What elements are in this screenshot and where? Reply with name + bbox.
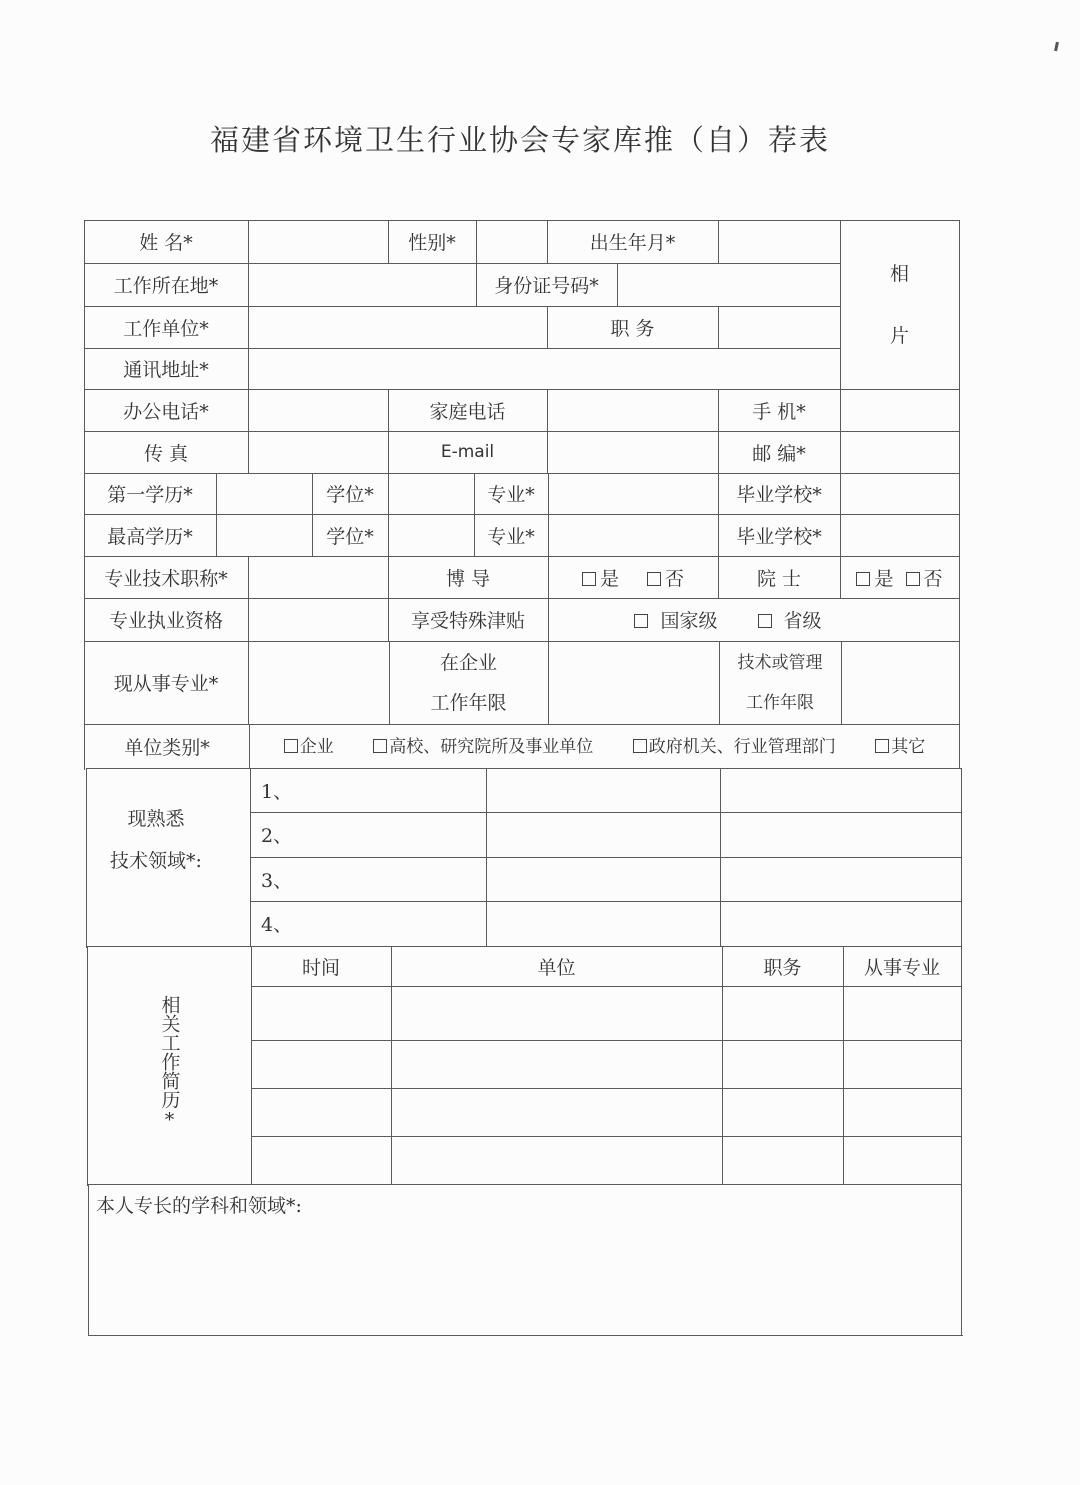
id-field[interactable] [618, 264, 839, 305]
highest-major-label: 专业* [487, 525, 535, 548]
checkbox-icon [373, 739, 387, 753]
mgmt-years-line2: 工作年限 [746, 692, 814, 713]
employer-label: 工作单位* [123, 317, 209, 340]
license-label: 专业执业资格 [108, 610, 223, 632]
fax-field[interactable] [249, 432, 387, 472]
first-major-field[interactable] [549, 474, 717, 513]
resume-header-unit: 单位 [537, 956, 576, 979]
position-label: 职 务 [610, 317, 655, 340]
tech-field-4[interactable]: 4、 [261, 914, 293, 936]
first-school-field[interactable] [841, 474, 958, 513]
company-years-line1: 在企业 [439, 651, 497, 674]
license-field[interactable] [249, 599, 387, 640]
company-years-label [389, 641, 548, 724]
tech-fields-line2: 技术领域*: [110, 850, 202, 872]
checkbox-icon [758, 614, 772, 628]
subsidy-label: 享受特殊津贴 [410, 610, 525, 632]
unit-type-label: 单位类别* [124, 736, 210, 759]
resume-header-position: 职务 [763, 956, 802, 979]
highest-education-field[interactable] [217, 515, 311, 555]
office-phone-field[interactable] [249, 390, 387, 430]
unit-type-options [250, 724, 959, 764]
photo-label-1: 相 [889, 262, 909, 285]
tech-fields-line1: 现熟悉 [127, 808, 185, 830]
postcode-field[interactable] [841, 432, 958, 472]
highest-major-field[interactable] [549, 515, 717, 555]
resume-header-major: 从事专业 [863, 956, 940, 979]
highest-education-label: 最高学历* [107, 525, 193, 548]
email-label: E-mail [440, 442, 495, 462]
company-years-line2: 工作年限 [430, 691, 507, 714]
location-label: 工作所在地* [113, 275, 219, 297]
academician-options [840, 556, 959, 598]
name-label: 姓 名* [139, 232, 193, 254]
home-phone-field[interactable] [548, 390, 717, 430]
provincial-option[interactable] [758, 606, 822, 633]
office-phone-label: 办公电话* [123, 400, 209, 423]
national-text: 国家级 [660, 610, 718, 632]
checkbox-icon [856, 572, 870, 586]
mobile-label: 手 机* [752, 400, 806, 423]
checkbox-icon [875, 739, 889, 753]
national-option[interactable] [634, 606, 717, 633]
current-major-label: 现从事专业* [113, 673, 219, 695]
expertise-field[interactable] [89, 1222, 961, 1334]
resume-label: 相关工作简历* [158, 995, 181, 1131]
phd-supervisor-label: 博 导 [445, 567, 491, 590]
first-major-label: 专业* [487, 484, 535, 506]
name-field[interactable] [249, 221, 387, 262]
checkbox-icon [906, 572, 920, 586]
birth-field[interactable] [719, 221, 839, 262]
academician-label: 院 士 [756, 567, 802, 590]
checkbox-icon [284, 739, 298, 753]
form-title: 福建省环境卫生行业协会专家库推（自）荐表 [209, 123, 830, 157]
gender-label: 性别* [408, 232, 456, 254]
resume-header-time: 时间 [301, 956, 340, 979]
current-major-field[interactable] [249, 642, 388, 723]
unit-type-option-label: 企业 [299, 736, 334, 757]
provincial-text: 省级 [783, 610, 822, 632]
highest-degree-field[interactable] [389, 515, 473, 555]
checkbox-icon [582, 572, 596, 586]
mgmt-years-label [719, 641, 841, 724]
academician-no-text: 否 [923, 567, 943, 590]
fax-label: 传 真 [143, 442, 189, 465]
highest-degree-label: 学位* [326, 525, 374, 548]
unit-type-option-label: 高校、研究院所及事业单位 [389, 736, 594, 757]
mgmt-years-field[interactable] [842, 642, 958, 723]
first-education-field[interactable] [217, 474, 311, 513]
phd-yes-option[interactable] [582, 564, 619, 591]
first-education-label: 第一学历* [107, 484, 193, 506]
tech-field-2[interactable]: 2、 [261, 825, 293, 847]
tech-fields-label [86, 795, 226, 885]
employer-field[interactable] [249, 307, 546, 347]
tech-field-3[interactable]: 3、 [261, 869, 293, 892]
subsidy-options [548, 598, 908, 641]
checkbox-icon [633, 739, 647, 753]
gender-field[interactable] [477, 221, 546, 262]
unit-type-option-enterprise[interactable] [284, 732, 334, 757]
highest-school-label: 毕业学校* [736, 525, 822, 548]
tech-title-label: 专业技术职称* [104, 567, 228, 590]
unit-type-option-government[interactable] [633, 732, 836, 757]
unit-type-option-label: 其它 [891, 736, 926, 757]
photo-label-2: 片 [889, 324, 909, 347]
first-degree-field[interactable] [389, 474, 473, 513]
unit-type-option-academic[interactable] [373, 732, 593, 757]
expertise-label: 本人专长的学科和领域*: [96, 1194, 302, 1217]
academician-no-option[interactable] [906, 564, 943, 591]
first-degree-label: 学位* [326, 484, 374, 506]
highest-school-field[interactable] [841, 515, 958, 555]
address-label: 通讯地址* [123, 359, 209, 381]
first-school-label: 毕业学校* [736, 484, 822, 506]
location-field[interactable] [249, 264, 475, 305]
tech-field-1[interactable]: 1、 [261, 780, 293, 803]
address-field[interactable] [249, 349, 839, 388]
mgmt-years-line1: 技术或管理 [737, 652, 823, 673]
academician-yes-text: 是 [874, 567, 894, 590]
home-phone-label: 家庭电话 [429, 400, 506, 423]
postcode-label: 邮 编* [752, 442, 806, 465]
tech-title-field[interactable] [249, 557, 387, 597]
unit-type-option-label: 政府机关、行业管理部门 [648, 736, 836, 757]
checkbox-icon [647, 572, 661, 586]
phd-supervisor-options [548, 556, 718, 598]
birth-label: 出生年月* [589, 232, 676, 254]
phd-no-text: 否 [665, 567, 685, 590]
phd-yes-text: 是 [599, 567, 619, 590]
unit-type-option-other[interactable] [875, 732, 925, 757]
id-label: 身份证号码* [494, 275, 599, 297]
checkbox-icon [634, 614, 648, 628]
academician-yes-option[interactable] [856, 564, 893, 591]
photo-box[interactable] [840, 220, 959, 389]
phd-no-option[interactable] [647, 564, 684, 591]
company-years-field[interactable] [549, 642, 718, 723]
position-field[interactable] [719, 307, 839, 347]
email-field[interactable] [548, 432, 717, 472]
mobile-field[interactable] [841, 390, 958, 430]
